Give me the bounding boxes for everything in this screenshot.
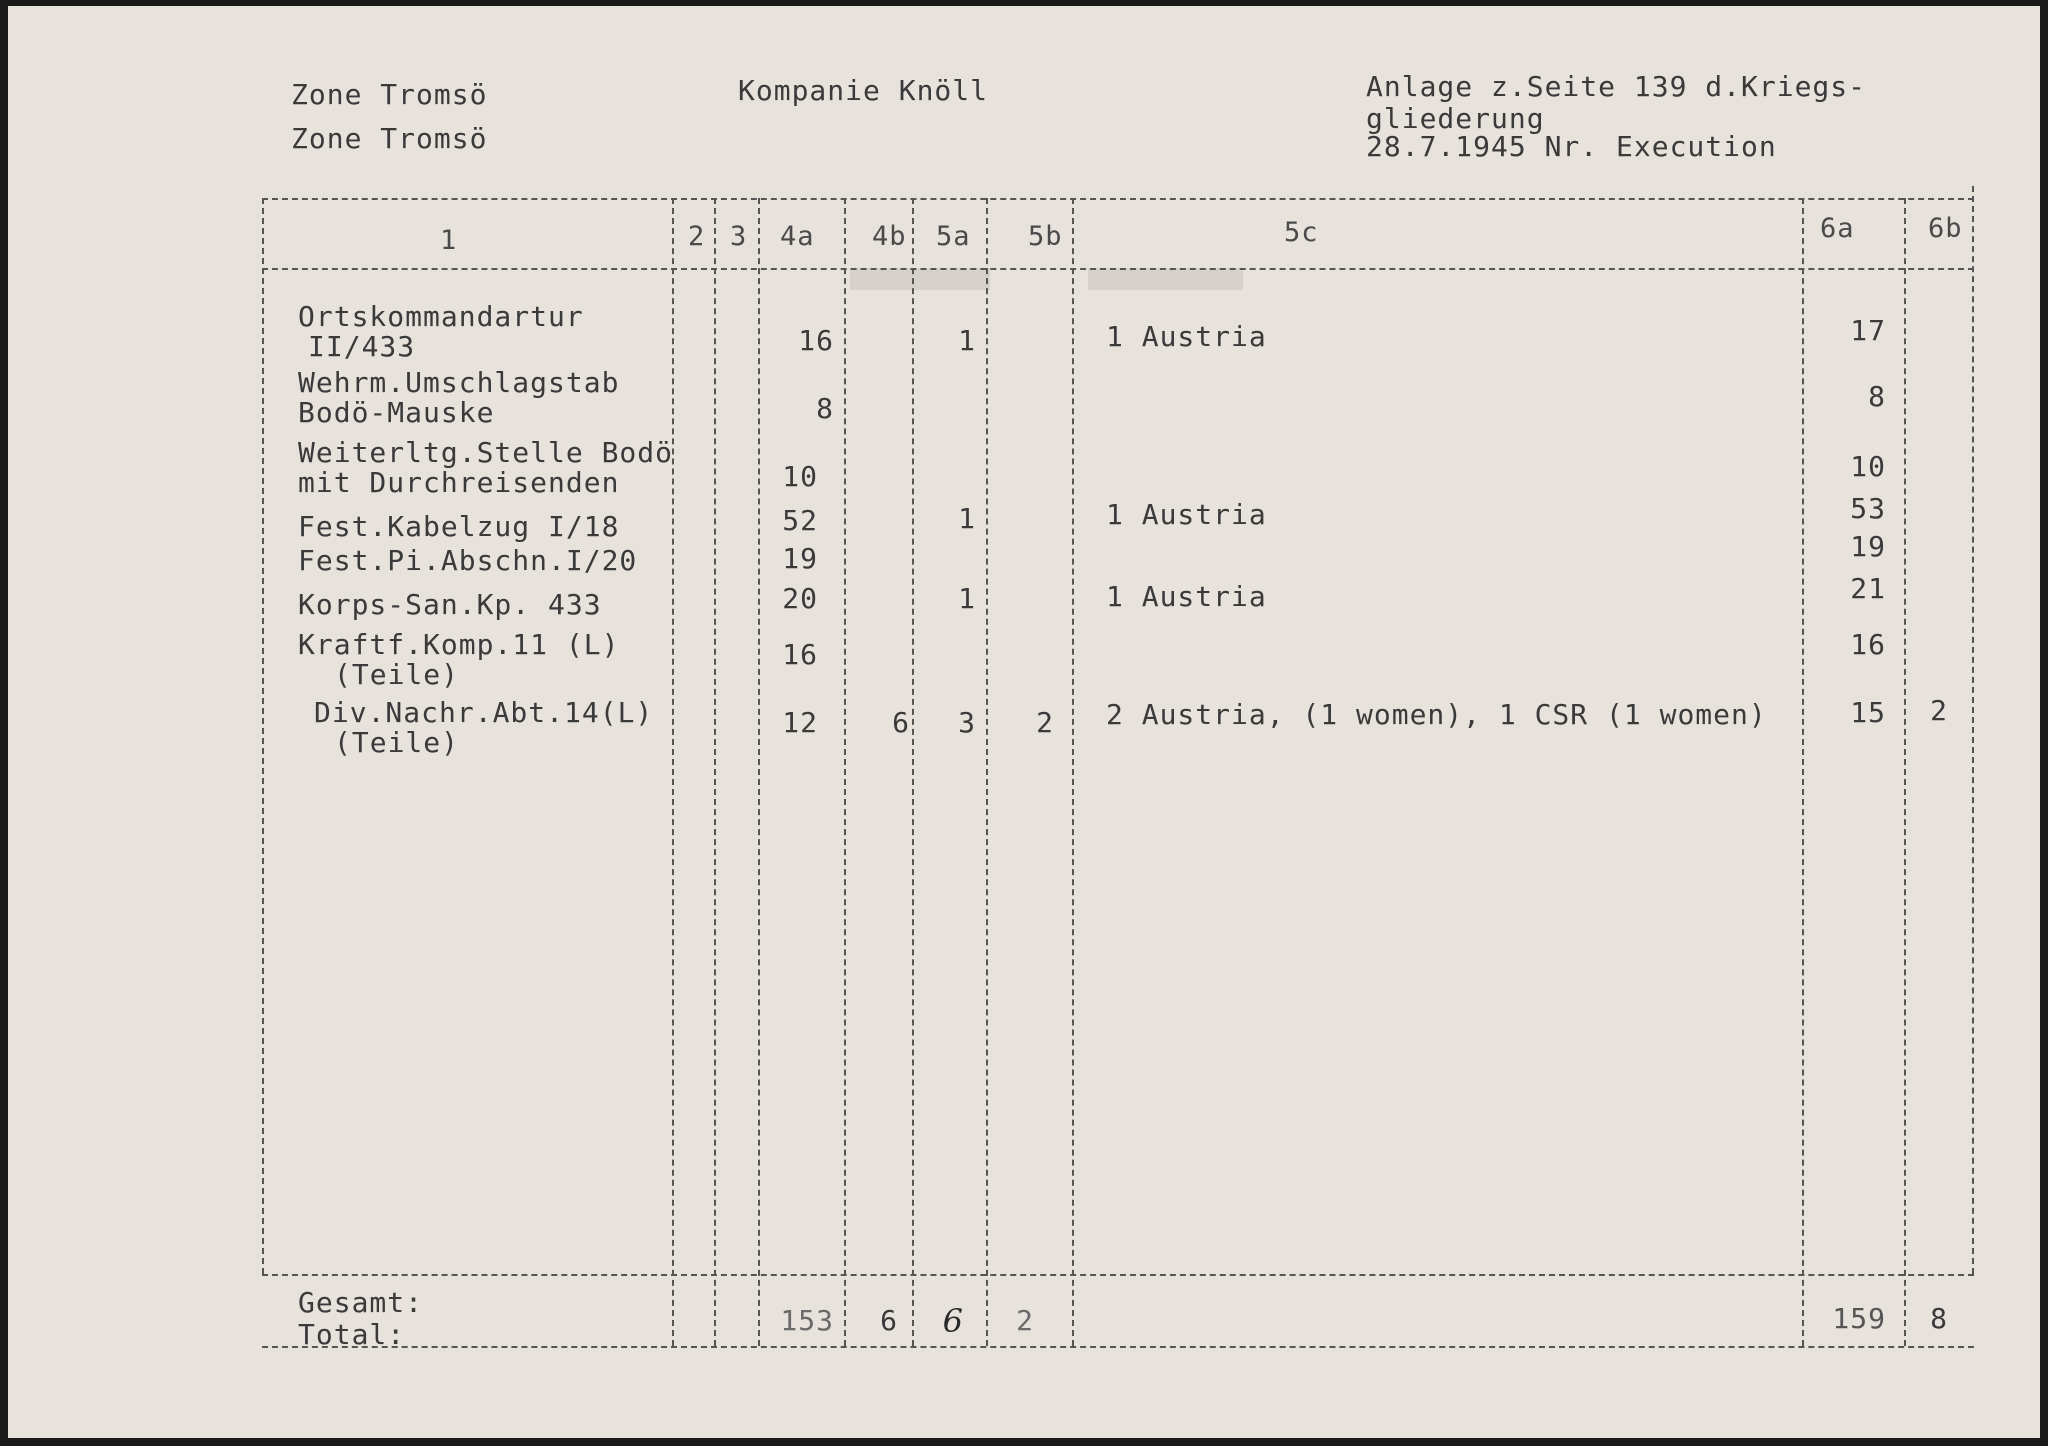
annex-line-2: gliederung <box>1366 102 1545 135</box>
col-border-5c-6a <box>1802 198 1804 1346</box>
col-border-2-3 <box>714 198 716 1346</box>
cell-4a: 20 <box>782 582 818 615</box>
unit-name-line-1: Korps-San.Kp. 433 <box>298 588 602 621</box>
column-header-5a: 5a <box>936 221 971 252</box>
total-6b: 8 <box>1930 1302 1948 1335</box>
total-4a: 153 <box>780 1304 834 1337</box>
cell-4a: 52 <box>782 504 818 537</box>
cell-6a: 15 <box>1850 696 1886 729</box>
total-5b: 2 <box>1016 1304 1034 1337</box>
cell-4a: 12 <box>782 706 818 739</box>
totals-label-1: Gesamt: <box>298 1286 424 1319</box>
col-border-1-2 <box>672 198 674 1346</box>
col-border-5b-5c <box>1072 198 1074 1346</box>
date-line: 28.7.1945 Nr. Execution <box>1366 130 1777 163</box>
table-top-border <box>262 198 1974 200</box>
cell-5b: 2 <box>1036 706 1054 739</box>
column-header-3: 3 <box>730 221 748 252</box>
cell-6a: 19 <box>1850 530 1886 563</box>
col-border-6a-6b <box>1904 198 1906 1346</box>
col-border-4a-4b <box>844 198 846 1346</box>
unit-name-line-1: Fest.Pi.Abschn.I/20 <box>298 544 638 577</box>
zone-line-1: Zone Tromsö <box>291 78 488 111</box>
cell-4a: 19 <box>782 542 818 575</box>
unit-name-line-1: Wehrm.Umschlagstab <box>298 366 620 399</box>
unit-name-line-2: (Teile) <box>334 726 460 759</box>
col-border-3-4a <box>758 198 760 1346</box>
col-border-left <box>262 198 264 1274</box>
cell-5a: 1 <box>958 502 976 535</box>
unit-name-line-1: Fest.Kabelzug I/18 <box>298 510 620 543</box>
cell-4a: 10 <box>782 460 818 493</box>
unit-name-line-1: Weiterltg.Stelle Bodö <box>298 436 674 469</box>
zone-line-2: Zone Tromsö <box>291 122 488 155</box>
column-header-6b: 6b <box>1928 213 1963 244</box>
table-bottom-border <box>262 1346 1974 1348</box>
column-header-6a: 6a <box>1820 213 1855 244</box>
cell-4b: 6 <box>892 706 910 739</box>
total-4b: 6 <box>880 1304 898 1337</box>
column-header-1: 1 <box>440 225 458 256</box>
cell-6a: 8 <box>1868 380 1886 413</box>
cell-4a: 8 <box>816 392 834 425</box>
column-header-5c: 5c <box>1284 217 1319 248</box>
cell-5a: 1 <box>958 324 976 357</box>
cell-4a: 16 <box>782 638 818 671</box>
document-card <box>8 6 2040 1438</box>
cell-6a: 16 <box>1850 628 1886 661</box>
unit-name-line-2: (Teile) <box>334 658 460 691</box>
column-header-4a: 4a <box>780 221 815 252</box>
cell-5c: 1 Austria <box>1106 580 1267 613</box>
cell-5a: 3 <box>958 706 976 739</box>
cell-6a: 53 <box>1850 492 1886 525</box>
unit-name-line-1: Div.Nachr.Abt.14(L) <box>314 696 654 729</box>
col-border-5a-5b <box>986 198 988 1346</box>
cell-5a: 1 <box>958 582 976 615</box>
unit-name-line-1: Ortskommandartur <box>298 300 584 333</box>
col-border-right <box>1972 186 1974 1274</box>
header-separator <box>262 268 1974 270</box>
cell-6a: 21 <box>1850 572 1886 605</box>
ghost-mark <box>850 268 990 290</box>
cell-5c: 1 Austria <box>1106 498 1267 531</box>
cell-5c: 2 Austria, (1 women), 1 CSR (1 women) <box>1106 698 1767 731</box>
cell-5c: 1 Austria <box>1106 320 1267 353</box>
col-border-4b-5a <box>912 198 914 1346</box>
column-header-4b: 4b <box>872 221 907 252</box>
annex-line-1: Anlage z.Seite 139 d.Kriegs- <box>1366 70 1867 103</box>
total-5a: 6 <box>942 1302 964 1340</box>
column-header-5b: 5b <box>1028 221 1063 252</box>
totals-label-2: Total: <box>298 1318 406 1351</box>
cell-6a: 10 <box>1850 450 1886 483</box>
unit-name-line-2: Bodö-Mauske <box>298 396 495 429</box>
cell-6b: 2 <box>1930 694 1948 727</box>
unit-name-line-1: Kraftf.Komp.11 (L) <box>298 628 620 661</box>
total-6a: 159 <box>1832 1302 1886 1335</box>
unit-name-line-2: II/433 <box>308 330 416 363</box>
ghost-mark <box>1088 268 1243 290</box>
totals-separator <box>262 1274 1974 1276</box>
cell-4a: 16 <box>798 324 834 357</box>
company-name: Kompanie Knöll <box>738 74 989 107</box>
unit-name-line-2: mit Durchreisenden <box>298 466 620 499</box>
column-header-2: 2 <box>688 221 706 252</box>
cell-6a: 17 <box>1850 314 1886 347</box>
